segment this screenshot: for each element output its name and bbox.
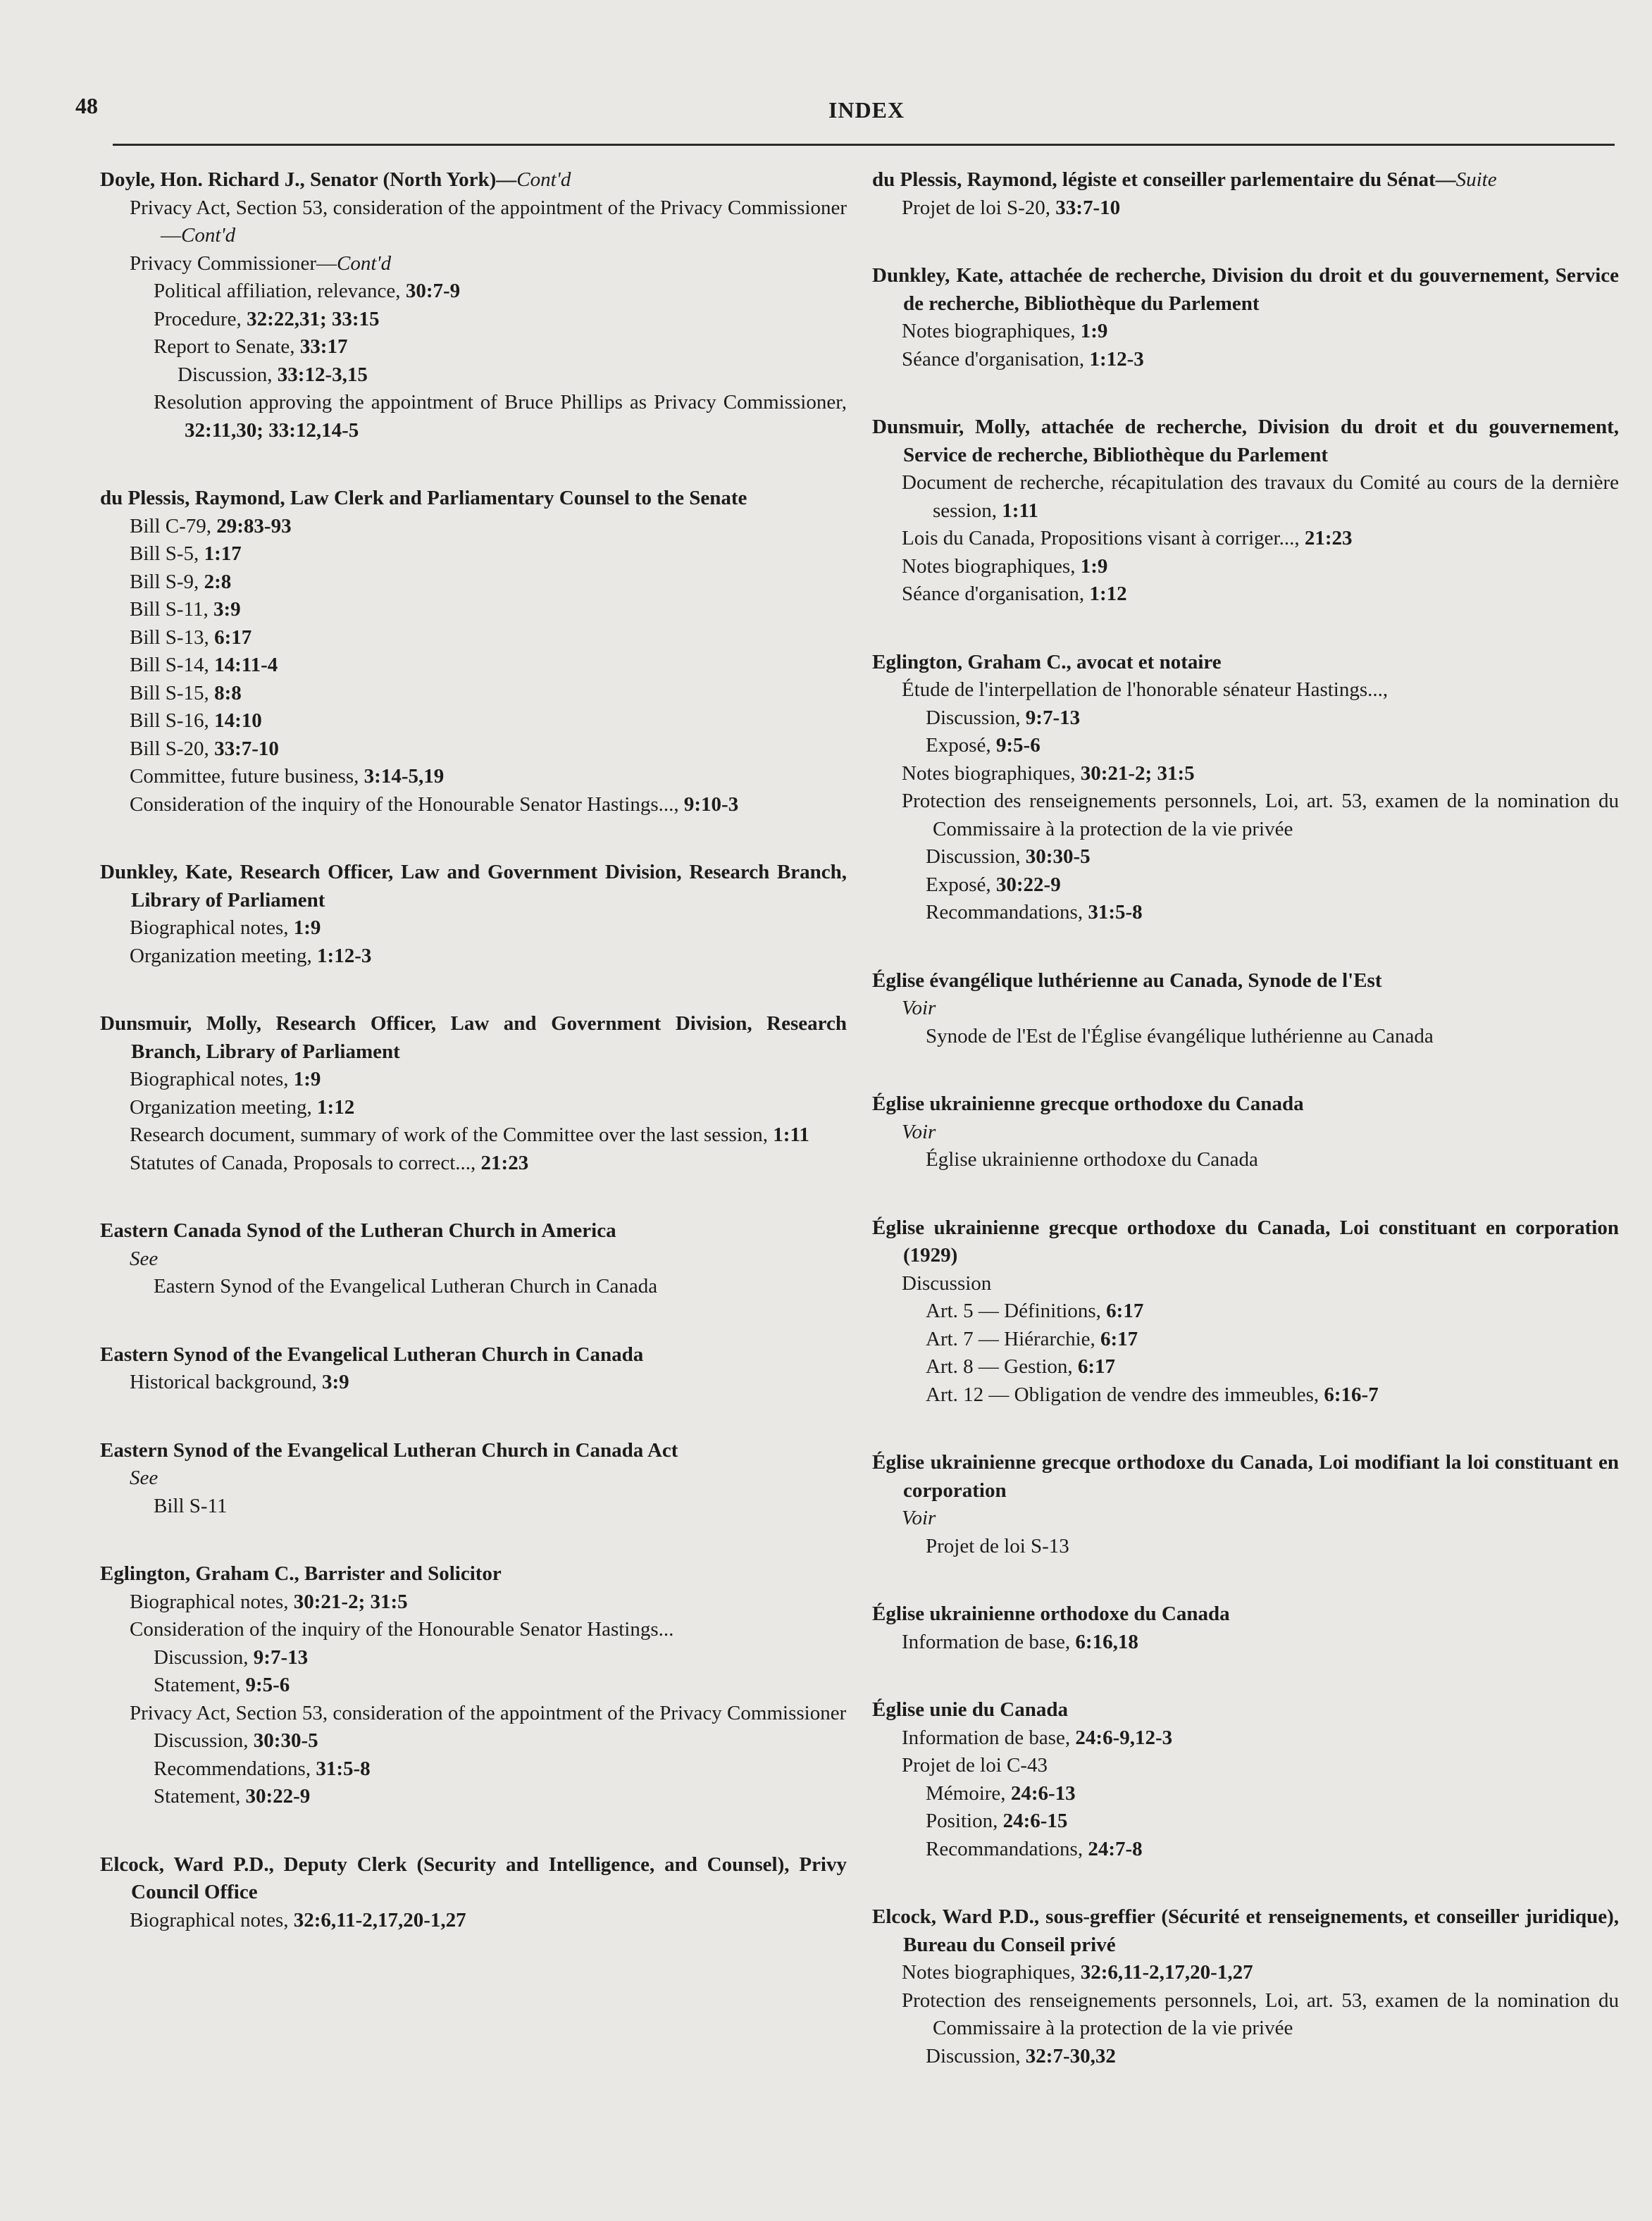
subentry-text: Exposé, [926, 873, 996, 896]
page-reference: 9:7-13 [1025, 706, 1081, 729]
index-entry [872, 1600, 1619, 1656]
page-reference: 1:11 [1002, 499, 1038, 522]
index-subentry [130, 763, 847, 791]
subentry-text: Protection des renseignements personnels, Loi, art. 53, examen de la nomination du Commissaire à la protection de la vie privée [902, 1989, 1619, 2039]
page-reference: 24:7-8 [1088, 1837, 1143, 1860]
heading-text: Dunkley, Kate, Research Officer, Law and Government Division, Research Branch, Library of Parliament [100, 861, 847, 912]
subentry-text: Information de base, [902, 1630, 1076, 1653]
cross-reference-label: See [130, 1247, 159, 1270]
index-subentry [130, 624, 847, 652]
cross-reference-label: See [130, 1467, 159, 1489]
subentry-text: Biographical notes, [130, 1908, 294, 1931]
page-reference: 33:7-10 [1055, 196, 1121, 219]
subentry-text: Recommandations, [926, 1837, 1088, 1860]
subentry-text: Bill S-20, [130, 737, 215, 760]
page-reference: 21:23 [1304, 527, 1353, 549]
subentry-text: Discussion [902, 1271, 992, 1295]
subentry-text: Organization meeting, [130, 1095, 318, 1119]
page-reference: 9:5-6 [995, 734, 1041, 757]
page-reference: 14:11-4 [214, 654, 278, 676]
subentry-text: Statement, [154, 1785, 246, 1808]
subentry-text: Resolution approving the appointment of Bruce Phillips as Privacy Commissioner, [154, 391, 847, 413]
index-subentry [130, 1700, 847, 1728]
index-subentry [154, 306, 847, 334]
heading-text: Eastern Canada Synod of the Lutheran Church in America [100, 1219, 616, 1242]
index-entry [100, 1437, 847, 1521]
page-reference: 30:22-9 [995, 873, 1061, 896]
subentry-text: Biographical notes, [130, 916, 294, 939]
page-reference: 24:6-9,12-3 [1075, 1726, 1173, 1749]
subentry-text: Historical background, [130, 1371, 323, 1393]
index-subentry [154, 1644, 847, 1672]
subentry-text: Lois du Canada, Propositions visant à corriger..., [902, 527, 1305, 549]
page-reference: 6:17 [1100, 1327, 1138, 1350]
index-subentry [926, 1780, 1619, 1808]
index-subentry [154, 389, 847, 444]
page-reference: 32:7-30,32 [1025, 2044, 1116, 2067]
continued-marker: Cont'd [181, 224, 236, 247]
heading-text: Dunkley, Kate, attachée de recherche, Division du droit et du gouvernement, Service de recherche, Bibliothèque du Parlement [872, 264, 1619, 315]
index-subentry [926, 1326, 1619, 1354]
heading-text: Église ukrainienne grecque orthodoxe du Canada, Loi modifiant la loi constituant en corporation [872, 1451, 1619, 1502]
index-entry [100, 1560, 847, 1811]
index-subentry [926, 1353, 1619, 1381]
page-reference: 6:17 [1077, 1355, 1116, 1378]
subentry-text: Biographical notes, [130, 1068, 294, 1090]
index-subentry [154, 1783, 847, 1811]
page-reference: 21:23 [480, 1151, 529, 1174]
subentry-text: Synode de l'Est de l'Église évangélique luthérienne au Canada [926, 1024, 1434, 1047]
index-subentry [926, 2043, 1619, 2071]
index-entry-heading [872, 166, 1619, 194]
heading-continued-marker: Cont'd [516, 168, 571, 191]
subentry-text: Bill S-13, [130, 626, 215, 649]
index-entry [872, 1696, 1619, 1863]
index-entry [872, 166, 1619, 222]
index-subentry [926, 1146, 1619, 1174]
page-reference: 1:12 [1089, 583, 1127, 605]
index-subentry [902, 1724, 1619, 1753]
index-entry [872, 1214, 1619, 1410]
page-reference: 24:6-15 [1002, 1810, 1068, 1832]
index-subentry [902, 1270, 1619, 1298]
index-subentry [902, 469, 1619, 525]
index-subentry [130, 1150, 847, 1178]
subentry-text: Bill S-9, [130, 570, 204, 593]
subentry-text: Bill S-16, [130, 709, 215, 732]
page-reference: 6:17 [214, 626, 252, 649]
index-entry-heading [100, 1851, 847, 1907]
index-subentry [130, 707, 847, 735]
subentry-text: Notes biographiques, [902, 320, 1081, 342]
subentry-text: Report to Senate, [154, 335, 300, 358]
page-reference: 30:22-9 [245, 1785, 311, 1808]
index-subentry [902, 788, 1619, 843]
index-entry-heading [872, 967, 1619, 995]
index-subentry [130, 914, 847, 942]
subentry-text: Art. 7 — Hiérarchie, [926, 1327, 1101, 1350]
page-reference: 1:12 [317, 1095, 355, 1119]
heading-continued-marker: Suite [1455, 168, 1497, 191]
page-reference: 32:11,30; 33:12,14-5 [185, 418, 359, 442]
index-subentry [902, 1752, 1619, 1780]
page-reference: 9:7-13 [253, 1645, 309, 1669]
index-entry-heading [872, 1696, 1619, 1724]
index-subentry [130, 568, 847, 597]
index-subentry [130, 735, 847, 764]
page-reference: 9:5-6 [245, 1674, 290, 1696]
header-rule [113, 144, 1615, 146]
page-reference: 30:30-5 [1025, 845, 1091, 868]
index-entry-heading [100, 166, 847, 194]
index-entry-heading [872, 1903, 1619, 1959]
index-subentry [154, 1672, 847, 1700]
subentry-text: Recommandations, [926, 901, 1088, 923]
subentry-text: Statement, [154, 1674, 246, 1696]
index-entry-heading [872, 1600, 1619, 1629]
subentry-text: Notes biographiques, [902, 1961, 1081, 1984]
index-subentry [902, 318, 1619, 346]
index-entry-heading [100, 1217, 847, 1245]
heading-text: Elcock, Ward P.D., Deputy Clerk (Security and Intelligence, and Counsel), Privy Council Office [100, 1853, 847, 1903]
index-subentry [902, 194, 1619, 223]
index-subentry [154, 1493, 847, 1521]
index-entry [100, 1217, 847, 1301]
index-entry [100, 1341, 847, 1397]
subentry-text: Mémoire, [926, 1781, 1011, 1805]
page-reference: 6:16-7 [1324, 1383, 1379, 1406]
subentry-text: Projet de loi C-43 [902, 1754, 1048, 1777]
subentry-text: Bill S-14, [130, 654, 215, 676]
page-reference: 33:7-10 [214, 737, 279, 760]
subentry-text: Discussion, [154, 1729, 254, 1752]
page-reference: 30:21-2; 31:5 [1080, 761, 1195, 785]
index-subentry [902, 995, 1619, 1023]
index-subentry [902, 553, 1619, 581]
index-entry-heading [872, 649, 1619, 677]
heading-text: Elcock, Ward P.D., sous-greffier (Sécurité et renseignements, et conseiller juridique), Bureau du Conseil privé [872, 1905, 1619, 1956]
heading-text: Église ukrainienne orthodoxe du Canada [872, 1603, 1230, 1625]
index-subentry [926, 899, 1619, 927]
subentry-text: Biographical notes, [130, 1590, 294, 1613]
subentry-text: Information de base, [902, 1726, 1076, 1749]
heading-text: Église ukrainienne grecque orthodoxe du Canada, Loi constituant en corporation (1929) [872, 1216, 1619, 1267]
index-subentry [902, 1505, 1619, 1533]
subentry-text: Consideration of the inquiry of the Honourable Senator Hastings... [130, 1618, 674, 1641]
index-subentry [902, 760, 1619, 788]
subentry-text: Discussion, [154, 1645, 254, 1669]
subentry-text: Séance d'organisation, [902, 583, 1090, 605]
index-subentry [926, 1381, 1619, 1410]
index-subentry [926, 732, 1619, 760]
index-subentry [926, 1836, 1619, 1864]
index-subentry [130, 1464, 847, 1493]
subentry-text: Discussion, [926, 2044, 1026, 2067]
heading-text: Dunsmuir, Molly, Research Officer, Law and Government Division, Research Branch, Library of Parliament [100, 1012, 847, 1063]
index-subentry [154, 278, 847, 306]
subentry-text: Bill S-11, [130, 598, 213, 621]
index-entry-heading [100, 1010, 847, 1066]
subentry-text: Projet de loi S-13 [926, 1534, 1069, 1557]
index-subentry [178, 361, 847, 390]
page-reference: 1:11 [773, 1124, 809, 1146]
page-reference: 1:17 [204, 542, 242, 565]
index-entry [872, 1090, 1619, 1174]
page-reference: 1:9 [1080, 554, 1108, 578]
index-subentry [926, 1808, 1619, 1836]
subentry-text: Étude de l'interpellation de l'honorable sénateur Hastings..., [902, 678, 1389, 701]
subentry-text: Bill S-15, [130, 681, 215, 704]
page-number: 48 [75, 93, 98, 118]
index-subentry [130, 1369, 847, 1397]
index-entry [100, 1851, 847, 1935]
left-column [100, 166, 847, 1974]
page-reference: 8:8 [214, 681, 242, 704]
index-subentry [902, 525, 1619, 553]
index-subentry [130, 1094, 847, 1122]
page-reference: 3:9 [322, 1371, 349, 1393]
index-subentry [154, 333, 847, 361]
subentry-text: Statutes of Canada, Proposals to correct..., [130, 1151, 481, 1174]
index-subentry [130, 942, 847, 971]
index-entry [872, 262, 1619, 373]
heading-text: Église ukrainienne grecque orthodoxe du Canada [872, 1093, 1304, 1115]
cross-reference-label: Voir [902, 1507, 936, 1529]
subentry-text: Exposé, [926, 734, 996, 757]
index-subentry [130, 1616, 847, 1644]
page-reference: 33:12-3,15 [277, 363, 368, 386]
cross-reference-label: Voir [902, 997, 936, 1019]
subentry-text: Eastern Synod of the Evangelical Lutheran Church in Canada [154, 1275, 658, 1298]
subentry-text: Discussion, [178, 363, 278, 386]
index-subentry [130, 652, 847, 680]
index-entry [100, 859, 847, 970]
index-subentry [154, 1755, 847, 1784]
index-entry-heading [100, 859, 847, 914]
page-reference: 2:8 [204, 570, 232, 593]
page-reference: 31:5-8 [316, 1757, 371, 1780]
index-subentry [926, 1023, 1619, 1051]
page-reference: 30:21-2; 31:5 [293, 1590, 408, 1613]
subentry-text: Consideration of the inquiry of the Honourable Senator Hastings..., [130, 792, 684, 816]
index-subentry [130, 1907, 847, 1935]
index-subentry [130, 540, 847, 568]
subentry-text: Bill S-5, [130, 542, 204, 565]
subentry-text: Discussion, [926, 845, 1026, 868]
page-reference: 1:9 [293, 1068, 321, 1090]
page-reference: 24:6-13 [1010, 1781, 1076, 1805]
index-entry [100, 1010, 847, 1177]
heading-text: du Plessis, Raymond, Law Clerk and Parliamentary Counsel to the Senate [100, 487, 747, 509]
index-entry-heading [872, 1214, 1619, 1270]
index-subentry [130, 1066, 847, 1094]
heading-text: Dunsmuir, Molly, attachée de recherche, Division du droit et du gouvernement, Service de recherche, Bibliothèque du Parlement [872, 416, 1619, 466]
subentry-text: Privacy Act, Section 53, consideration of the appointment of the Privacy Commissioner— [130, 196, 847, 247]
index-subentry [902, 580, 1619, 609]
page-reference: 31:5-8 [1088, 901, 1143, 923]
index-subentry [130, 791, 847, 819]
cross-reference-label: Voir [902, 1120, 936, 1143]
subentry-text: Projet de loi S-20, [902, 196, 1056, 219]
index-subentry [902, 1119, 1619, 1147]
index-subentry [154, 1727, 847, 1755]
subentry-text: Discussion, [926, 706, 1026, 729]
index-subentry [130, 1245, 847, 1274]
page-reference: 3:9 [213, 598, 241, 621]
subentry-text: Notes biographiques, [902, 761, 1081, 785]
index-subentry [130, 680, 847, 708]
subentry-text: Notes biographiques, [902, 554, 1081, 578]
heading-text: Église unie du Canada [872, 1698, 1069, 1721]
subentry-text: Position, [926, 1810, 1003, 1832]
subentry-text: Political affiliation, relevance, [154, 280, 406, 302]
index-entry-heading [100, 485, 847, 513]
subentry-text: Art. 12 — Obligation de vendre des immeubles, [926, 1383, 1324, 1406]
index-subentry [902, 1987, 1619, 2043]
page-reference: 32:6,11-2,17,20-1,27 [1080, 1961, 1253, 1984]
index-subentry [154, 1273, 847, 1301]
index-subentry [130, 1588, 847, 1617]
index-subentry [130, 513, 847, 541]
index-subentry [130, 194, 847, 250]
heading-text: du Plessis, Raymond, légiste et conseiller parlementaire du Sénat— [872, 168, 1456, 191]
index-entry-heading [100, 1437, 847, 1465]
right-column [872, 166, 1619, 2110]
index-subentry [926, 1533, 1619, 1561]
page-reference: 14:10 [214, 709, 262, 732]
index-subentry [902, 676, 1619, 704]
page-reference: 9:10-3 [683, 792, 739, 816]
page-title: INDEX [828, 97, 905, 123]
subentry-text: Recommendations, [154, 1757, 316, 1780]
index-subentry [926, 843, 1619, 871]
page-reference: 30:7-9 [405, 280, 461, 302]
index-entry [872, 1449, 1619, 1560]
page-reference: 30:30-5 [253, 1729, 318, 1752]
page-reference: 32:6,11-2,17,20-1,27 [293, 1908, 466, 1931]
continued-marker: Cont'd [337, 251, 392, 275]
subentry-text: Committee, future business, [130, 765, 364, 788]
index-entry [872, 413, 1619, 609]
page-reference: 6:16,18 [1075, 1630, 1138, 1653]
heading-text: Église évangélique luthérienne au Canada, Synode de l'Est [872, 969, 1382, 992]
page-reference: 1:9 [1080, 320, 1108, 342]
subentry-text: Privacy Commissioner— [130, 251, 337, 275]
subentry-text: Document de recherche, récapitulation des travaux du Comité au cours de la dernière session, [902, 471, 1619, 522]
page-reference: 3:14-5,19 [364, 765, 445, 788]
page-reference: 1:12-3 [317, 944, 372, 967]
index-entry [872, 967, 1619, 1051]
subentry-text: Séance d'organisation, [902, 347, 1090, 371]
index-subentry [926, 704, 1619, 733]
page-reference: 1:9 [293, 916, 321, 939]
index-subentry [902, 1959, 1619, 1987]
index-subentry [130, 1121, 847, 1150]
heading-text: Eglington, Graham C., Barrister and Solicitor [100, 1562, 502, 1585]
subentry-text: Église ukrainienne orthodoxe du Canada [926, 1148, 1258, 1171]
heading-text: Eglington, Graham C., avocat et notaire [872, 650, 1222, 673]
index-subentry [926, 871, 1619, 900]
index-entry [100, 485, 847, 819]
heading-text: Doyle, Hon. Richard J., Senator (North York)— [100, 168, 517, 191]
subentry-text: Art. 5 — Définitions, [926, 1300, 1107, 1322]
page-reference: 29:83-93 [216, 514, 292, 537]
index-entry-heading [100, 1560, 847, 1588]
index-subentry [130, 596, 847, 624]
subentry-text: Bill C-79, [130, 514, 217, 537]
index-subentry [902, 346, 1619, 374]
subentry-text: Protection des renseignements personnels, Loi, art. 53, examen de la nomination du Commissaire à la protection de la vie privée [902, 790, 1619, 840]
index-entry-heading [872, 413, 1619, 469]
subentry-text: Procedure, [154, 307, 247, 330]
page-reference: 33:17 [299, 335, 348, 358]
subentry-text: Art. 8 — Gestion, [926, 1355, 1078, 1378]
page-reference: 32:22,31; 33:15 [247, 307, 380, 330]
index-entry [872, 1903, 1619, 2070]
subentry-text: Research document, summary of work of the Committee over the last session, [130, 1124, 774, 1146]
heading-text: Eastern Synod of the Evangelical Lutheran Church in Canada [100, 1343, 644, 1366]
index-subentry [902, 1629, 1619, 1657]
subentry-text: Privacy Act, Section 53, consideration of the appointment of the Privacy Commissioner [130, 1701, 847, 1724]
index-entry [872, 649, 1619, 927]
index-entry [100, 166, 847, 444]
subentry-text: Bill S-11 [154, 1494, 228, 1517]
index-entry-heading [872, 1090, 1619, 1119]
page-reference: 1:12-3 [1089, 347, 1144, 371]
page-reference: 6:17 [1106, 1300, 1144, 1322]
heading-text: Eastern Synod of the Evangelical Lutheran Church in Canada Act [100, 1438, 678, 1462]
index-subentry [130, 250, 847, 278]
index-entry-heading [100, 1341, 847, 1369]
index-entry-heading [872, 1449, 1619, 1505]
index-subentry [926, 1298, 1619, 1326]
subentry-text: Organization meeting, [130, 944, 318, 967]
index-entry-heading [872, 262, 1619, 318]
